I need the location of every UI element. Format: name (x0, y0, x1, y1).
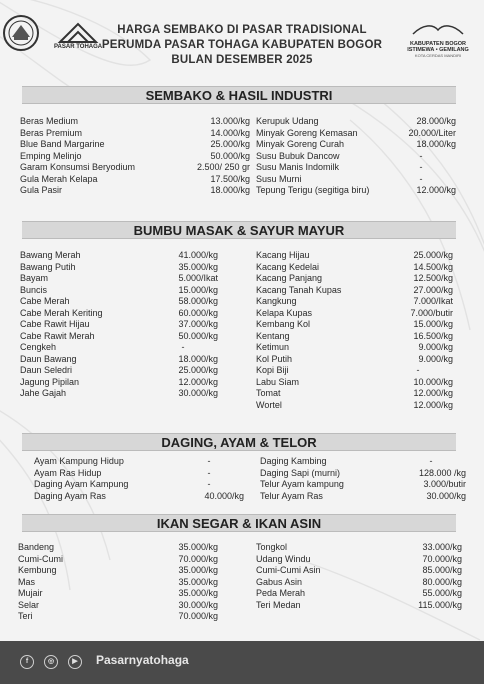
item-price: 40.000/kg (204, 490, 244, 501)
item-name: Cabe Rawit Merah (20, 330, 95, 341)
daging-right-list (260, 456, 466, 502)
item-price: 12.500/kg (413, 273, 453, 283)
item-name: Kacang Hijau (256, 250, 310, 260)
list-item (20, 377, 218, 389)
item-price: 25.000/kg (413, 250, 453, 260)
list-item (34, 468, 244, 480)
item-price: - (207, 467, 211, 478)
title-line-1: HARGA SEMBAKO DI PASAR TRADISIONAL (117, 24, 367, 36)
kota-label: KOTA CERDAS MANDIRI (414, 53, 462, 58)
list-item (20, 185, 250, 197)
list-item (18, 611, 218, 623)
youtube-icon[interactable]: ▶ (68, 655, 82, 669)
list-item (256, 308, 453, 320)
item-name: Daging Kambing (260, 456, 327, 466)
kabupaten-bogor-label: KABUPATEN BOGOR (409, 41, 467, 47)
list-item (34, 456, 244, 468)
item-price: 35.000/kg (178, 576, 218, 587)
istimewa-gemilang-label: ISTIMEWA • GEMILANG (407, 47, 469, 53)
section-title-sembako: SEMBAKO & HASIL INDUSTRI (22, 86, 456, 104)
item-price: 12.000/kg (413, 399, 453, 410)
list-item (20, 151, 250, 163)
list-item (256, 262, 453, 274)
item-name: Kentang (256, 330, 290, 341)
list-item (256, 116, 456, 128)
item-price: 14.500/kg (413, 261, 453, 272)
item-price: 7.000/butir (410, 307, 453, 318)
sembako-right-list (256, 116, 456, 197)
item-name: Kembang Kol (256, 319, 311, 329)
item-name: Udang Windu (256, 553, 311, 564)
item-price: 35.000/kg (178, 588, 218, 598)
item-price: 27.000/kg (413, 284, 453, 295)
item-name: Cabe Merah (20, 296, 70, 306)
item-name: Wortel (256, 399, 282, 410)
item-name: Susu Murni (256, 173, 302, 184)
item-name: Cumi-Cumi Asin (256, 565, 321, 575)
item-price: - (419, 173, 423, 184)
item-price: 60.000/kg (178, 307, 218, 318)
list-item (34, 479, 244, 491)
item-name: Cabe Rawit Hijau (20, 319, 90, 329)
item-name: Minyak Goreng Kemasan (256, 127, 358, 138)
bumbu-right-list (256, 250, 453, 411)
list-item (256, 565, 462, 577)
social-handle[interactable]: Pasarnyatohaga (96, 653, 189, 667)
list-item (20, 365, 218, 377)
list-item (256, 128, 456, 140)
list-item (20, 388, 218, 400)
item-price: 12.000/kg (416, 185, 456, 195)
list-item (256, 377, 453, 389)
item-name: Beras Medium (20, 116, 79, 126)
list-item (34, 491, 244, 503)
item-price: 30.000/kg (178, 388, 218, 398)
item-name: Daun Bawang (20, 353, 77, 364)
list-item (256, 174, 456, 186)
item-price: 28.000/kg (416, 116, 456, 126)
list-item (256, 342, 453, 354)
list-item (256, 250, 453, 262)
list-item (256, 162, 456, 174)
list-item (256, 400, 453, 412)
item-price: 9.000/kg (418, 353, 453, 364)
item-name: Kacang Kedelai (256, 261, 320, 272)
item-name: Tomat (256, 388, 281, 398)
item-name: Buncis (20, 284, 48, 295)
item-name: Bandeng (18, 542, 55, 552)
item-price: 30.000/kg (178, 599, 218, 610)
item-name: Cengkeh (20, 342, 57, 352)
instagram-icon[interactable]: ◎ (44, 655, 58, 669)
item-name: Tongkol (256, 542, 288, 552)
item-name: Susu Manis Indomilk (256, 162, 340, 172)
item-price: 30.000/kg (426, 490, 466, 501)
list-item (260, 479, 466, 491)
item-name: Jahe Gajah (20, 388, 67, 398)
item-name: Teri Medan (256, 599, 301, 610)
item-name: Blue Band Margarine (20, 139, 105, 149)
item-name: Minyak Goreng Curah (256, 139, 345, 149)
item-price: 17.500/kg (210, 173, 250, 184)
item-name: Ketimun (256, 342, 290, 352)
item-price: 33.000/kg (422, 542, 462, 552)
item-name: Telur Ayam Ras (260, 490, 323, 501)
item-price: 9.000/kg (418, 342, 453, 352)
item-price: 50.000/kg (178, 330, 218, 341)
item-name: Garam Konsumsi Beryodium (20, 162, 136, 172)
kabupaten-seal-logo (2, 14, 40, 52)
item-price: 16.500/kg (413, 330, 453, 341)
item-name: Daging Ayam Ras (34, 490, 106, 501)
list-item (20, 128, 250, 140)
item-price: 70.000/kg (178, 553, 218, 564)
item-price: 37.000/kg (178, 319, 218, 329)
list-item (256, 296, 453, 308)
item-price: 7.000/Ikat (413, 296, 453, 306)
item-name: Emping Melinjo (20, 150, 82, 161)
list-item (256, 331, 453, 343)
list-item (18, 554, 218, 566)
item-price: 35.000/kg (178, 542, 218, 552)
item-price: - (429, 456, 433, 466)
item-name: Beras Premium (20, 127, 83, 138)
list-item (256, 588, 462, 600)
item-price: 14.000/kg (210, 127, 250, 138)
item-name: Bayam (20, 273, 49, 283)
item-price: - (207, 456, 211, 466)
item-price: 70.000/kg (178, 611, 218, 621)
bumbu-left-list (20, 250, 218, 400)
ikan-left-list (18, 542, 218, 623)
title-line-2: PERUMDA PASAR TOHAGA KABUPATEN BOGOR (101, 39, 383, 51)
item-price: 3.000/butir (423, 479, 466, 489)
item-price: - (207, 479, 211, 489)
list-item (256, 285, 453, 297)
list-item (256, 554, 462, 566)
list-item (20, 354, 218, 366)
item-name: Teri (18, 611, 33, 621)
list-item (256, 185, 456, 197)
section-title-bumbu: BUMBU MASAK & SAYUR MAYUR (22, 221, 456, 239)
item-price: 85.000/kg (422, 565, 462, 575)
item-name: Cumi-Cumi (18, 553, 63, 564)
list-item (260, 456, 466, 468)
item-price: 25.000/kg (210, 139, 250, 149)
item-name: Ayam Ras Hidup (34, 467, 102, 478)
item-name: Daging Ayam Kampung (34, 479, 129, 489)
list-item (256, 319, 453, 331)
item-price: 58.000/kg (178, 296, 218, 306)
list-item (256, 577, 462, 589)
item-name: Mujair (18, 588, 43, 598)
item-price: 12.000/kg (413, 388, 453, 398)
item-name: Kacang Panjang (256, 273, 323, 283)
list-item (256, 151, 456, 163)
item-price: 15.000/kg (413, 319, 453, 329)
item-name: Kelapa Kupas (256, 307, 313, 318)
item-price: 50.000/kg (210, 150, 250, 161)
list-item (18, 542, 218, 554)
item-name: Gula Merah Kelapa (20, 173, 98, 184)
list-item (18, 588, 218, 600)
item-name: Peda Merah (256, 588, 306, 598)
item-name: Susu Bubuk Dancow (256, 150, 340, 161)
list-item (20, 331, 218, 343)
title-line-3: BULAN DESEMBER 2025 (171, 54, 313, 66)
item-name: Tepung Terigu (segitiga biru) (256, 185, 370, 195)
list-item (256, 139, 456, 151)
kabupaten-bogor-logo (400, 22, 476, 58)
item-name: Ayam Kampung Hidup (34, 456, 124, 466)
item-price: 41.000/kg (178, 250, 218, 260)
list-item (20, 262, 218, 274)
list-item (20, 116, 250, 128)
item-price: 10.000/kg (413, 376, 453, 387)
list-item (256, 600, 462, 612)
item-name: Kol Putih (256, 353, 293, 364)
item-price: - (419, 150, 423, 161)
list-item (20, 250, 218, 262)
item-price: 115.000/kg (418, 599, 462, 610)
list-item (20, 319, 218, 331)
item-name: Kerupuk Udang (256, 116, 319, 126)
daging-left-list (34, 456, 244, 502)
item-name: Gula Pasir (20, 185, 63, 195)
item-name: Telur Ayam kampung (260, 479, 344, 489)
list-item (256, 365, 453, 377)
list-item (20, 139, 250, 151)
item-price: - (181, 342, 185, 352)
item-price: 80.000/kg (422, 576, 462, 587)
sembako-left-list (20, 116, 250, 197)
item-name: Daging Sapi (murni) (260, 467, 341, 478)
item-price: 18.000/kg (416, 139, 456, 149)
list-item (20, 285, 218, 297)
section-title-daging: DAGING, AYAM & TELOR (22, 433, 456, 451)
list-item (20, 174, 250, 186)
item-price: 20.000/Liter (408, 127, 456, 138)
list-item (256, 354, 453, 366)
header (0, 0, 484, 76)
item-price: 25.000/kg (178, 365, 218, 375)
item-name: Bawang Putih (20, 261, 76, 272)
item-name: Kopi Biji (256, 365, 289, 375)
list-item (260, 468, 466, 480)
item-name: Bawang Merah (20, 250, 81, 260)
list-item (20, 296, 218, 308)
item-price: 5.000/Ikat (178, 273, 218, 283)
item-name: Cabe Merah Keriting (20, 307, 103, 318)
pasar-tohaga-label: PASAR TOHAGA (54, 44, 103, 50)
item-name: Jagung Pipilan (20, 376, 80, 387)
item-price: 55.000/kg (422, 588, 462, 598)
kabupaten-bogor-mark-icon (408, 22, 468, 36)
item-price: 35.000/kg (178, 261, 218, 272)
ikan-right-list (256, 542, 462, 611)
item-name: Daun Seledri (20, 365, 73, 375)
facebook-icon[interactable]: f (20, 655, 34, 669)
pasar-tohaga-logo (54, 22, 103, 52)
item-price: - (419, 162, 423, 172)
list-item (18, 565, 218, 577)
list-item (20, 162, 250, 174)
item-price: 35.000/kg (178, 565, 218, 575)
section-title-ikan: IKAN SEGAR & IKAN ASIN (22, 514, 456, 532)
item-name: Kembung (18, 565, 57, 575)
item-price: 13.000/kg (210, 116, 250, 126)
item-price: 15.000/kg (178, 284, 218, 295)
item-name: Gabus Asin (256, 576, 303, 587)
footer (0, 641, 484, 684)
list-item (18, 600, 218, 612)
list-item (20, 308, 218, 320)
list-item (20, 342, 218, 354)
item-name: Kangkung (256, 296, 297, 306)
item-price: 128.000 /kg (418, 467, 466, 478)
item-price: 12.000/kg (178, 376, 218, 387)
item-name: Selar (18, 599, 40, 610)
item-price: 70.000/kg (422, 553, 462, 564)
list-item (18, 577, 218, 589)
item-name: Kacang Tanah Kupas (256, 284, 342, 295)
item-price: 18.000/kg (210, 185, 250, 195)
pasar-tohaga-mark-icon (56, 22, 100, 44)
item-price: 2.500/ 250 gr (196, 162, 250, 172)
item-price: 18.000/kg (178, 353, 218, 364)
item-name: Mas (18, 576, 36, 587)
list-item (256, 542, 462, 554)
list-item (260, 491, 466, 503)
item-name: Labu Siam (256, 376, 300, 387)
list-item (256, 388, 453, 400)
list-item (256, 273, 453, 285)
list-item (20, 273, 218, 285)
item-price: - (416, 365, 420, 375)
